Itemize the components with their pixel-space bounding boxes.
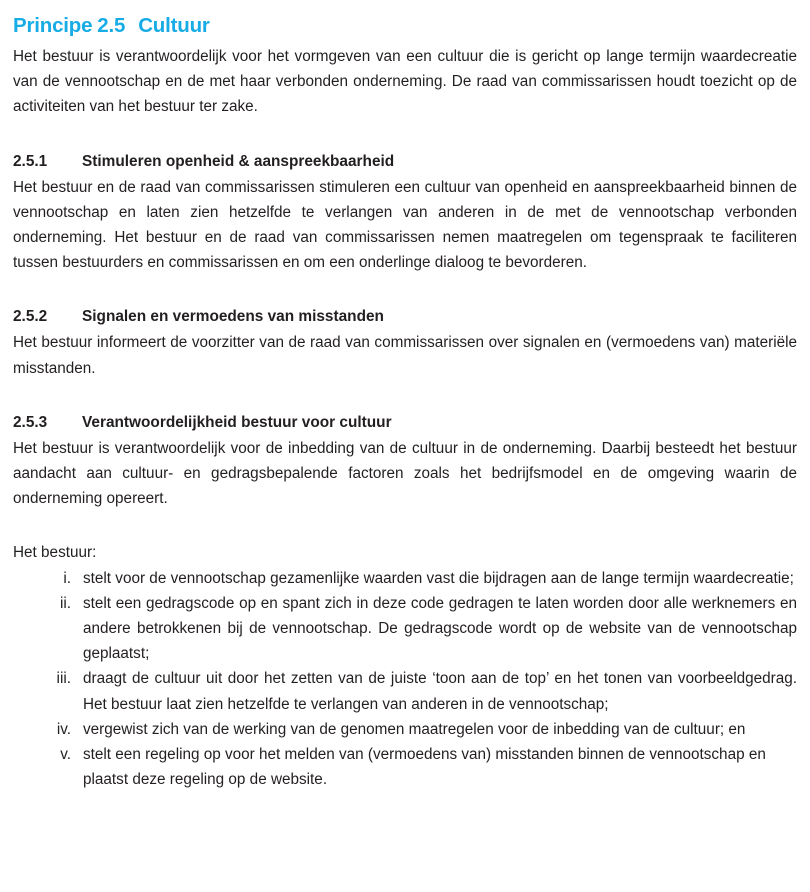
- list-item-marker: v.: [60, 746, 71, 764]
- list-item-text: stelt een regeling op voor het melden van (vermoedens van) misstanden binnen de vennootschap en plaatst deze regeling op de website.: [83, 746, 766, 789]
- intro-paragraph: Het bestuur is verantwoordelijk voor het vormgeven van een cultuur die is gericht op lange termijn waardecreatie van de vennootschap en de met haar verbonden onderneming. De raad van commissarissen houdt toezicht op de activiteiten van het bestuur ter zake.: [13, 48, 797, 116]
- page-title: [13, 14, 797, 38]
- principe-number: 2.5: [97, 14, 126, 37]
- list-item: [13, 717, 797, 742]
- list-item-text: vergewist zich van de werking van de genomen maatregelen voor de inbedding van de cultuur; en: [83, 720, 746, 738]
- section-paragraph-252: Het bestuur informeert de voorzitter van de raad van commissarissen over signalen en (vermoedens van) materiële misstanden.: [13, 334, 797, 377]
- list-item: [13, 666, 797, 716]
- list-item-marker: i.: [63, 569, 71, 587]
- section-title-251: Stimuleren openheid & aanspreekbaarheid: [82, 152, 395, 170]
- roman-numeral-list: [13, 566, 797, 793]
- list-item: [13, 742, 797, 792]
- section-heading-252: [13, 306, 797, 328]
- list-item-marker: iv.: [56, 720, 71, 738]
- section-paragraph-253: Het bestuur is verantwoordelijk voor de inbedding van de cultuur in de onderneming. Daarbij besteedt het bestuur aandacht aan cultuur- en gedragsbepalende factoren zoals het bedrijfsmodel en de omgeving waarin de onderneming opereert.: [13, 439, 797, 508]
- section-heading-251: [13, 151, 797, 173]
- list-item-text: draagt de cultuur uit door het zetten van de juiste ‘toon aan de top’ en het tonen van voorbeeldgedrag. Het bestuur laat zien hetzelfde te verlangen van anderen in de vennootschap;: [83, 670, 797, 713]
- section-number-251: 2.5.1: [13, 152, 48, 170]
- principe-label: Principe: [13, 14, 93, 37]
- list-item-marker: iii.: [56, 670, 71, 688]
- section-heading-253: [13, 412, 797, 434]
- list-item-marker: ii.: [59, 594, 71, 612]
- list-item: [13, 591, 797, 667]
- section-number-252: 2.5.2: [13, 308, 48, 326]
- section-number-253: 2.5.3: [13, 413, 48, 431]
- principe-title: Cultuur: [138, 14, 210, 37]
- list-lead-in: Het bestuur:: [13, 544, 97, 562]
- section-title-252: Signalen en vermoedens van misstanden: [82, 308, 384, 326]
- section-paragraph-251: Het bestuur en de raad van commissarissen stimuleren een cultuur van openheid en aanspreekbaarheid binnen de vennootschap en laten zien hetzelfde te verlangen van anderen in de met de vennootschap verbonden onderneming. Het bestuur en de raad van commissarissen nemen maatregelen om tegenspraak te faciliteren tussen bestuurders en commissarissen en om een onderlinge dialoog te bevorderen.: [13, 178, 797, 272]
- section-title-253: Verantwoordelijkheid bestuur voor cultuur: [82, 413, 392, 431]
- document-content: [13, 14, 797, 792]
- list-item-text: stelt een gedragscode op en spant zich in deze code gedragen te laten worden door alle werknemers en andere betrokkenen bij de vennootschap. De gedragscode wordt op de website van de vennootschap geplaatst;: [83, 594, 797, 663]
- list-item-text: stelt voor de vennootschap gezamenlijke waarden vast die bijdragen aan de lange termijn waardecreatie;: [83, 569, 794, 587]
- list-item: [13, 566, 797, 591]
